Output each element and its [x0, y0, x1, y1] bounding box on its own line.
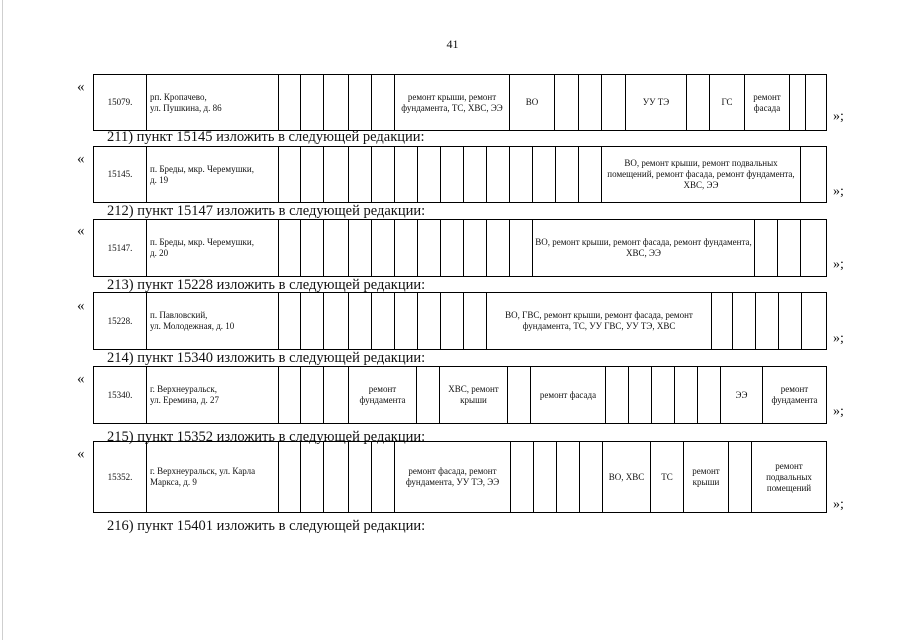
amendment-caption: 215) пункт 15352 изложить в следующей редакции:	[107, 429, 426, 445]
works-cell: ТС	[661, 471, 673, 482]
amendment-caption: 214) пункт 15340 изложить в следующей редакции:	[107, 350, 426, 366]
row-number: 15340.	[107, 389, 133, 400]
works-cell: ВО, ХВС	[608, 471, 645, 482]
opening-quote: «	[77, 298, 85, 314]
row-address: п. Бреды, мкр. Черемушки, д. 19	[150, 163, 254, 185]
closing-quote: »;	[833, 257, 844, 272]
opening-quote: «	[77, 446, 85, 462]
works-cell: ремонт фасада, ремонт фундамента, УУ ТЭ, ЭЭ	[405, 466, 500, 487]
opening-quote: «	[77, 151, 85, 167]
row-address: п. Павловский, ул. Молодежная, д. 10	[150, 310, 235, 331]
opening-quote: «	[77, 223, 85, 239]
row-address: г. Верхнеуральск, ул. Еремина, д. 27	[150, 384, 219, 405]
scan-edge-line	[2, 0, 3, 640]
table-row-15147	[93, 219, 827, 277]
amendment-caption: 213) пункт 15228 изложить в следующей редакции:	[107, 277, 426, 293]
amendment-caption: 212) пункт 15147 изложить в следующей редакции:	[107, 203, 426, 219]
row-address: г. Верхнеуральск, ул. Карла Маркса, д. 9	[150, 466, 256, 487]
row-number: 15079.	[107, 97, 133, 107]
amendment-caption: 211) пункт 15145 изложить в следующей редакции:	[107, 129, 425, 145]
closing-quote: »;	[833, 109, 844, 124]
table-row-15340	[93, 366, 827, 424]
works-cell: ремонт фундамента	[771, 384, 818, 405]
works-cell: ЭЭ	[735, 389, 748, 400]
works-cell: ГС	[721, 97, 733, 107]
table-row-15352	[93, 441, 827, 513]
table-row-15145	[93, 146, 827, 203]
table-row-15079	[93, 74, 827, 131]
works-cell: ремонт фундамента	[359, 384, 406, 405]
works-cell: ремонт фасада	[753, 91, 781, 113]
works-cell: ремонт крыши, ремонт фундамента, ТС, ХВС, ЭЭ	[401, 91, 503, 113]
works-cell: ремонт крыши	[692, 466, 720, 487]
row-address: п. Бреды, мкр. Черемушки, д. 20	[150, 237, 254, 258]
works-cell: ВО, ремонт крыши, ремонт фасада, ремонт фундамента, ХВС, ЭЭ	[535, 237, 752, 258]
closing-quote: »;	[833, 497, 844, 512]
amendment-caption: 216) пункт 15401 изложить в следующей редакции:	[107, 518, 426, 534]
opening-quote: «	[77, 371, 85, 387]
row-address: рп. Кропачево, ул. Пушкина, д. 86	[150, 91, 222, 113]
works-cell: УУ ТЭ	[642, 97, 670, 107]
row-number: 15145.	[107, 169, 133, 179]
works-cell: ремонт фасада	[539, 389, 597, 400]
works-cell: ВО, ГВС, ремонт крыши, ремонт фасада, ремонт фундамента, ТС, УУ ГВС, УУ ТЭ, ХВС	[505, 310, 693, 331]
closing-quote: »;	[833, 404, 844, 419]
works-cell: ВО, ремонт крыши, ремонт подвальных помещений, ремонт фасада, ремонт фундамента, ХВС, ЭЭ	[607, 158, 795, 190]
closing-quote: »;	[833, 331, 844, 346]
page-number: 41	[446, 37, 459, 51]
works-cell: ВО	[525, 97, 539, 107]
row-number: 15352.	[107, 471, 133, 482]
row-number: 15228.	[107, 315, 133, 326]
works-cell: ХВС, ремонт крыши	[448, 384, 499, 405]
row-number: 15147.	[107, 242, 133, 253]
table-row-15228	[93, 292, 827, 350]
closing-quote: »;	[833, 184, 844, 199]
works-cell: ремонт подвальных помещений	[766, 460, 812, 493]
opening-quote: «	[77, 79, 85, 95]
